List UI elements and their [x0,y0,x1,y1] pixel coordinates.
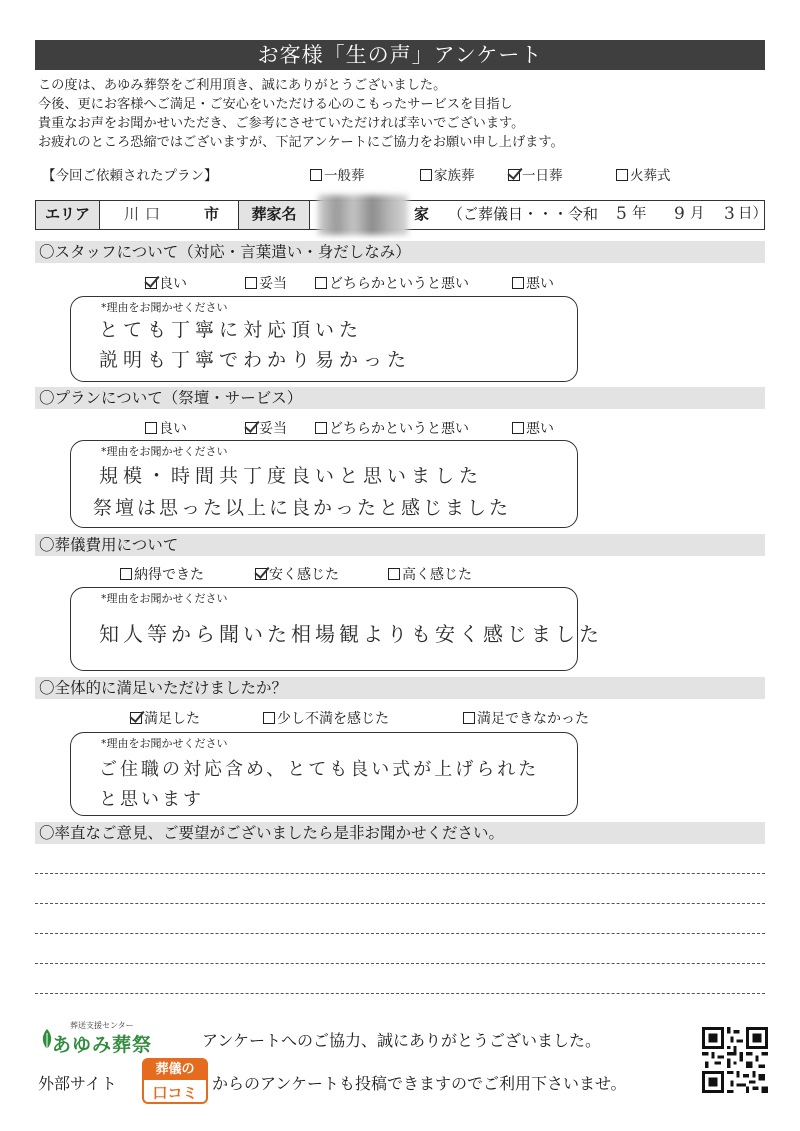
checkbox-checked[interactable] [130,712,142,724]
staff-options [145,273,745,291]
checkbox[interactable] [463,712,475,724]
plan-reason-line: 祭壇は思った以上に良かったと感じました [93,497,512,519]
checkbox[interactable] [120,568,132,580]
redacted-family-name [318,195,408,235]
checkbox[interactable] [388,568,400,580]
date-year-unit: 年 [632,206,647,222]
reason-label: *理由をお聞かせください [101,301,228,314]
opinion-line[interactable] [35,903,765,904]
area-handwritten: 川口 [124,205,167,223]
checkbox[interactable] [420,169,432,181]
plan-option-family[interactable]: 家族葬 [420,164,475,184]
plan-reason-line: 規模・時間共丁度良いと思いました [99,465,484,487]
date-day-hand: 3 [724,204,735,224]
staff-option-fair[interactable]: 妥当 [245,273,287,293]
staff-option-somewhat-bad[interactable]: どちらかというと悪い [315,273,469,293]
cost-reason-box[interactable] [70,587,603,671]
review-site-badge[interactable] [142,1058,208,1104]
info-row [35,200,765,230]
plan-reason-box[interactable] [70,440,578,528]
footer-post-text: からのアンケートも投稿できますのでご利用下さいませ。 [212,1074,627,1093]
date-day-unit: 日） [738,206,767,222]
plan-label: 【今回ご依頼されたプラン】 [42,168,218,184]
family-suffix: 家 [414,205,430,223]
footer-thanks: アンケートへのご協力、誠にありがとうございました。 [202,1031,602,1050]
plan-option-oneday[interactable]: 一日葬 [508,164,563,184]
opinion-line[interactable] [35,873,765,874]
plan-option-general[interactable]: 一般葬 [310,164,365,184]
overall-option-satisfied[interactable]: 満足した [130,708,200,728]
plan-option-bad[interactable]: 悪い [512,418,554,438]
cost-option-expensive[interactable]: 高く感じた [388,564,472,584]
plan-option-good[interactable]: 良い [145,418,187,438]
area-city-suffix: 市 [204,205,220,223]
badge-bottom-text: 口コミ [152,1084,198,1102]
date-year-hand: 5 [616,204,627,224]
section-cost-header: 〇葬儀費用について [35,534,765,556]
logo-name: あゆみ葬祭 [52,1034,153,1056]
checkbox-checked[interactable] [245,422,257,434]
section-overall-header: 〇全体的に満足いただけましたか？ [35,677,765,699]
plan-option-fair[interactable]: 妥当 [245,418,287,438]
intro-text [38,76,564,152]
ayumi-logo [40,1020,180,1054]
external-site-label: 外部サイト [38,1074,117,1093]
area-label: エリア [36,201,100,229]
opinion-line[interactable] [35,933,765,934]
section-plan-header: 〇プランについて（祭壇・サービス） [35,387,765,409]
intro-line: お疲れのところ恐縮ではございますが、下記アンケートにご協力をお願い申し上げます。 [38,135,564,150]
checkbox[interactable] [512,277,524,289]
section-opinion-header: 〇率直なご意見、ご要望がございましたら是非お聞かせください。 [35,822,765,844]
staff-option-bad[interactable]: 悪い [512,273,554,293]
badge-top-text: 葬儀の [144,1060,206,1080]
opinion-line[interactable] [35,963,765,964]
section-staff-header: 〇スタッフについて（対応・言葉遣い・身だしなみ） [35,241,765,263]
funeral-date-label: （ご葬儀日・・・令和 [448,205,599,223]
cost-options [120,564,720,582]
checkbox[interactable] [512,422,524,434]
reason-label: *理由をお聞かせください [101,737,228,750]
overall-reason-line: と思います [99,789,204,810]
reason-label: *理由をお聞かせください [101,592,228,605]
intro-line: 貴重なお声をお聞かせいただき、ご参考にさせていただければ幸いでございます。 [38,116,525,131]
plan-option-cremation[interactable]: 火葬式 [616,164,671,184]
checkbox[interactable] [315,277,327,289]
plan-option-somewhat-bad[interactable]: どちらかというと悪い [315,418,469,438]
checkbox-checked[interactable] [145,277,157,289]
cost-reason-line: 知人等から聞いた相場観よりも安く感じました [99,622,603,646]
checkbox[interactable] [263,712,275,724]
staff-reason-line: 説明も丁寧でわかり易かった [99,349,412,371]
checkbox-checked[interactable] [255,568,267,580]
overall-reason-line: ご住職の対応含め、とても良い式が上げられた [99,759,540,780]
survey-title: お客様「生の声」アンケート [35,40,765,70]
date-month-hand: 9 [674,204,685,224]
checkbox[interactable] [310,169,322,181]
intro-line: 今後、更にお客様へご満足・ご安心をいただける心のこもったサービスを目指し [38,97,513,112]
opinion-line[interactable] [35,993,765,994]
overall-option-slightly-dissatisfied[interactable]: 少し不満を感じた [263,708,389,728]
reason-label: *理由をお聞かせください [101,445,228,458]
date-month-unit: 月 [690,206,705,222]
checkbox[interactable] [145,422,157,434]
plan-options [145,418,745,436]
logo-subtitle: 葬送支援センター [70,1021,134,1030]
overall-option-not-satisfied[interactable]: 満足できなかった [463,708,589,728]
checkbox[interactable] [245,277,257,289]
overall-options [130,708,730,726]
qr-code-icon[interactable] [702,1027,768,1093]
cost-option-satisfied[interactable]: 納得できた [120,564,204,584]
checkbox[interactable] [616,169,628,181]
overall-reason-box[interactable] [70,732,578,816]
staff-option-good[interactable]: 良い [145,273,187,293]
checkbox-checked[interactable] [508,169,520,181]
checkbox[interactable] [315,422,327,434]
plan-selection-row [42,164,762,186]
intro-line: この度は、あゆみ葬祭をご利用頂き、誠にありがとうございました。 [38,78,447,93]
family-name-label: 葬家名 [238,201,310,229]
staff-reason-box[interactable] [70,296,578,382]
staff-reason-line: とても丁寧に対応頂いた [99,319,364,341]
cost-option-cheap[interactable]: 安く感じた [255,564,339,584]
